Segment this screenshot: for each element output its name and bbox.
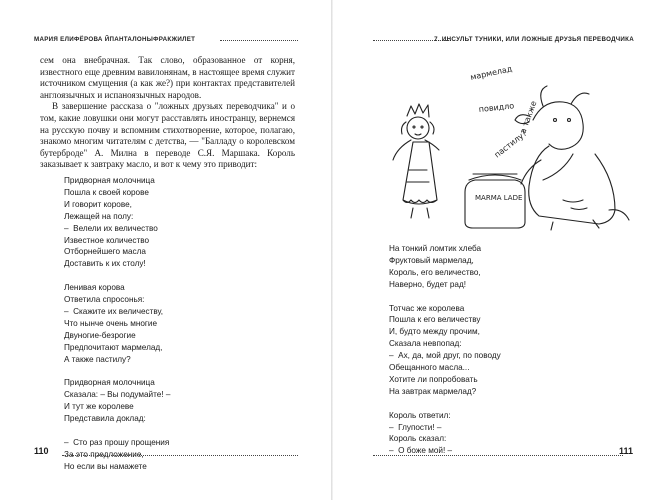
page-number-right: 111 bbox=[618, 446, 633, 456]
poem-line: Лежащей на полу: bbox=[64, 211, 134, 221]
illus-word-side: а также bbox=[518, 99, 539, 135]
poem-line: – Сто раз прошу прощения bbox=[64, 437, 170, 447]
poem-line: Пошла к его величеству bbox=[389, 315, 481, 325]
jar bbox=[465, 180, 525, 228]
right-page bbox=[333, 0, 665, 500]
poem-right bbox=[389, 243, 501, 469]
poem-stanza bbox=[389, 410, 501, 458]
poem-stanza bbox=[64, 175, 170, 270]
poem-line: И тут же королеве bbox=[64, 402, 134, 412]
poem-line: Придворная молочница bbox=[64, 176, 155, 185]
folio-rule-left bbox=[62, 455, 298, 456]
illus-jar-label: MARMA LADE bbox=[475, 194, 523, 202]
page-number-left: 110 bbox=[34, 446, 49, 456]
maid-head bbox=[407, 117, 429, 139]
poem-line: За это предложение, bbox=[64, 449, 144, 459]
cow-head bbox=[533, 102, 583, 150]
poem-stanza bbox=[64, 377, 170, 425]
paragraph-2: В завершение рассказа о "ложных друзьях переводчика" и о том, какие ловушки они могут расставлять иностранцу, вернемся на русскую почву и вспомним стихотворение, которое, полагаю, знакомо многим читателям с детства, — "Балладу о королевском бутерброде" А. Милна в переводе С.Я. Маршака. Король заказывает к завтраку масло, и вот к чему это приводит: bbox=[40, 101, 295, 170]
poem-line: Двуногие-безрогие bbox=[64, 330, 136, 340]
poem-line: Доставить к их столу! bbox=[64, 259, 146, 269]
poem-line: – О боже мой! – bbox=[389, 446, 453, 456]
poem-line: Известное количество bbox=[64, 235, 150, 245]
poem-line: Король ответил: bbox=[389, 410, 451, 420]
maid-crown bbox=[407, 104, 429, 117]
cow-front-legs bbox=[521, 154, 573, 184]
poem-line: Отборнейшего масла bbox=[64, 247, 146, 257]
poem-line: А также пастилу? bbox=[64, 354, 131, 364]
poem-line: Но если вы намажете bbox=[64, 461, 147, 471]
poem-left bbox=[64, 175, 170, 485]
poem-line: Пошла к своей корове bbox=[64, 187, 149, 197]
illus-word-middle: повидло bbox=[478, 101, 515, 114]
maid-dress bbox=[403, 142, 437, 204]
cow-body bbox=[529, 146, 615, 224]
poem-line: Представила доклад: bbox=[64, 414, 146, 424]
poem-line: На завтрак мармелад? bbox=[389, 386, 477, 396]
running-head-left: МАРИЯ ЕЛИФЁРОВА ЙПАНТАЛОНЫФРАКЖИЛЕТ bbox=[34, 36, 196, 43]
poem-line: Хотите ли попробовать bbox=[389, 374, 478, 384]
poem-line: И, будто между прочим, bbox=[389, 327, 480, 337]
left-page bbox=[0, 0, 332, 500]
running-head-rule-left bbox=[220, 40, 298, 41]
illus-word-bottom: пастилу? bbox=[492, 128, 529, 160]
poem-line: Наверно, будет рад! bbox=[389, 279, 467, 289]
poem-line: И говорит корове, bbox=[64, 199, 132, 209]
poem-line: Король, его величество, bbox=[389, 267, 481, 277]
poem-line: – Ах, да, мой друг, по поводу bbox=[389, 351, 501, 361]
poem-line: На тонкий ломтик хлеба bbox=[389, 244, 482, 253]
folio-rule-right bbox=[373, 455, 623, 456]
poem-stanza bbox=[389, 243, 501, 291]
poem-line: Сказала: – Вы подумайте! – bbox=[64, 390, 171, 400]
poem-line: Придворная молочница bbox=[64, 378, 155, 388]
poem-line: Предпочитают мармелад, bbox=[64, 342, 163, 352]
illustration-drawing bbox=[373, 50, 631, 235]
poem-line: – Глупости! – bbox=[389, 422, 442, 432]
maid-arms bbox=[393, 140, 439, 160]
poem-line: Ленивая корова bbox=[64, 283, 125, 293]
poem-line: – Скажите их величеству, bbox=[64, 306, 164, 316]
poem-line: Король сказал: bbox=[389, 434, 447, 444]
poem-line: Фруктовый мармелад, bbox=[389, 255, 474, 265]
poem-stanza bbox=[64, 282, 170, 365]
poem-line: Обещанного масла... bbox=[389, 363, 470, 373]
illustration-cow-and-maid bbox=[373, 50, 631, 235]
poem-line: – Велели их величество bbox=[64, 223, 158, 233]
poem-stanza bbox=[389, 303, 501, 398]
poem-line: Что нынче очень многие bbox=[64, 318, 158, 328]
poem-line: Тотчас же королева bbox=[389, 303, 465, 313]
paragraph-1: сем она внебрачная. Так слово, образованное от корня, известного еще древним вавилонянам, в настоящее время служит источником смущения (а как же?) при контактах представителей англоязычных и испаноязычных народов. bbox=[40, 55, 295, 100]
cow-horns bbox=[541, 86, 589, 106]
running-head-right: 7. ИНСУЛЬТ ТУНИКИ, ИЛИ ЛОЖНЫЕ ДРУЗЬЯ ПЕРЕВОДЧИКА bbox=[434, 36, 634, 43]
poem-line: Ответила спросонья: bbox=[64, 295, 145, 305]
illus-word-top: мармелад bbox=[469, 64, 514, 82]
body-text-left bbox=[40, 55, 295, 171]
poem-line: Сказала невпопад: bbox=[389, 339, 462, 349]
